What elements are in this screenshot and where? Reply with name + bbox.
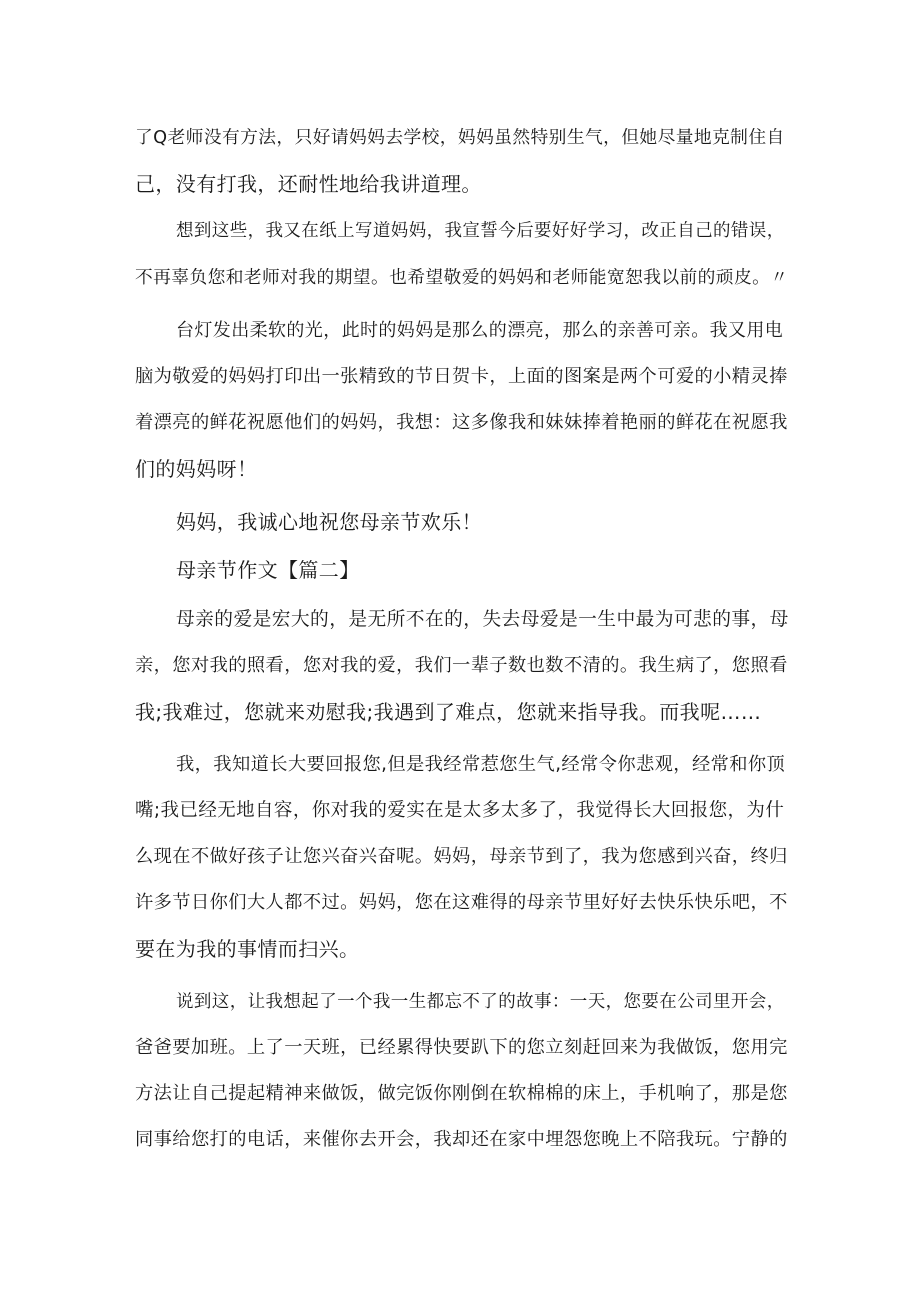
text-line: 我;我难过，您就来劝慰我;我遇到了难点，您就来指导我。而我呢…… (135, 700, 762, 724)
text-line: 妈妈，我诚心地祝您母亲节欢乐！ (176, 510, 482, 534)
section-heading: 母亲节作文【篇二】 (176, 558, 360, 582)
text-line: 亲，您对我的照看，您对我的爱，我们一辈子数也数不清的。我生病了，您照看 (135, 655, 788, 676)
text-line: 许多节日你们大人都不过。妈妈，您在这难得的母亲节里好好去快乐快乐吧，不 (135, 892, 788, 913)
text-line: 台灯发出柔软的光，此时的妈妈是那么的漂亮，那么的亲善可亲。我又用电 (176, 320, 784, 341)
text-line: 了Q老师没有方法，只好请妈妈去学校，妈妈虽然特别生气，但她尽量地克制住自 (135, 128, 785, 148)
text-line: 想到这些，我又在纸上写道妈妈，我宣誓今后要好好学习，改正自己的错误， (176, 221, 785, 241)
text-line: 方法让自己提起精神来做饭，做完饭你刚倒在软棉棉的床上，手机响了，那是您 (135, 1083, 788, 1104)
text-line: 爸爸要加班。上了一天班，已经累得快要趴下的您立刻赶回来为我做饭，您用完 (135, 1037, 788, 1058)
text-line: 们的妈妈呀！ (135, 457, 258, 481)
text-line: 么现在不做好孩子让您兴奋兴奋呢。妈妈，母亲节到了，我为您感到兴奋，终归 (135, 846, 788, 867)
text-line: 脑为敬爱的妈妈打印出一张精致的节日贺卡，上面的图案是两个可爱的小精灵捧 (135, 366, 788, 387)
text-line: 己，没有打我，还耐性地给我讲道理。 (135, 172, 482, 196)
text-line: 嘴;我已经无地自容，你对我的爱实在是太多太多了，我觉得长大回报您，为什 (135, 800, 785, 821)
text-line: 我，我知道长大要回报您,但是我经常惹您生气,经常令你悲观，经常和你顶 (176, 754, 786, 775)
text-line: 不再辜负您和老师对我的期望。也希望敬爱的妈妈和老师能宽恕我以前的顽皮。〃 (135, 268, 789, 288)
text-line: 母亲的爱是宏大的，是无所不在的，失去母爱是一生中最为可悲的事，母 (176, 609, 789, 630)
text-line: 同事给您打的电话，来催你去开会，我却还在家中埋怨您晚上不陪我玩。宁静的 (135, 1129, 788, 1150)
text-line: 要在为我的事情而扫兴。 (135, 937, 360, 961)
text-line: 说到这，让我想起了一个我一生都忘不了的故事：一天，您要在公司里开会， (176, 992, 785, 1012)
text-line: 着漂亮的鲜花祝愿他们的妈妈，我想：这多像我和妹妹捧着艳丽的鲜花在祝愿我 (135, 412, 788, 433)
